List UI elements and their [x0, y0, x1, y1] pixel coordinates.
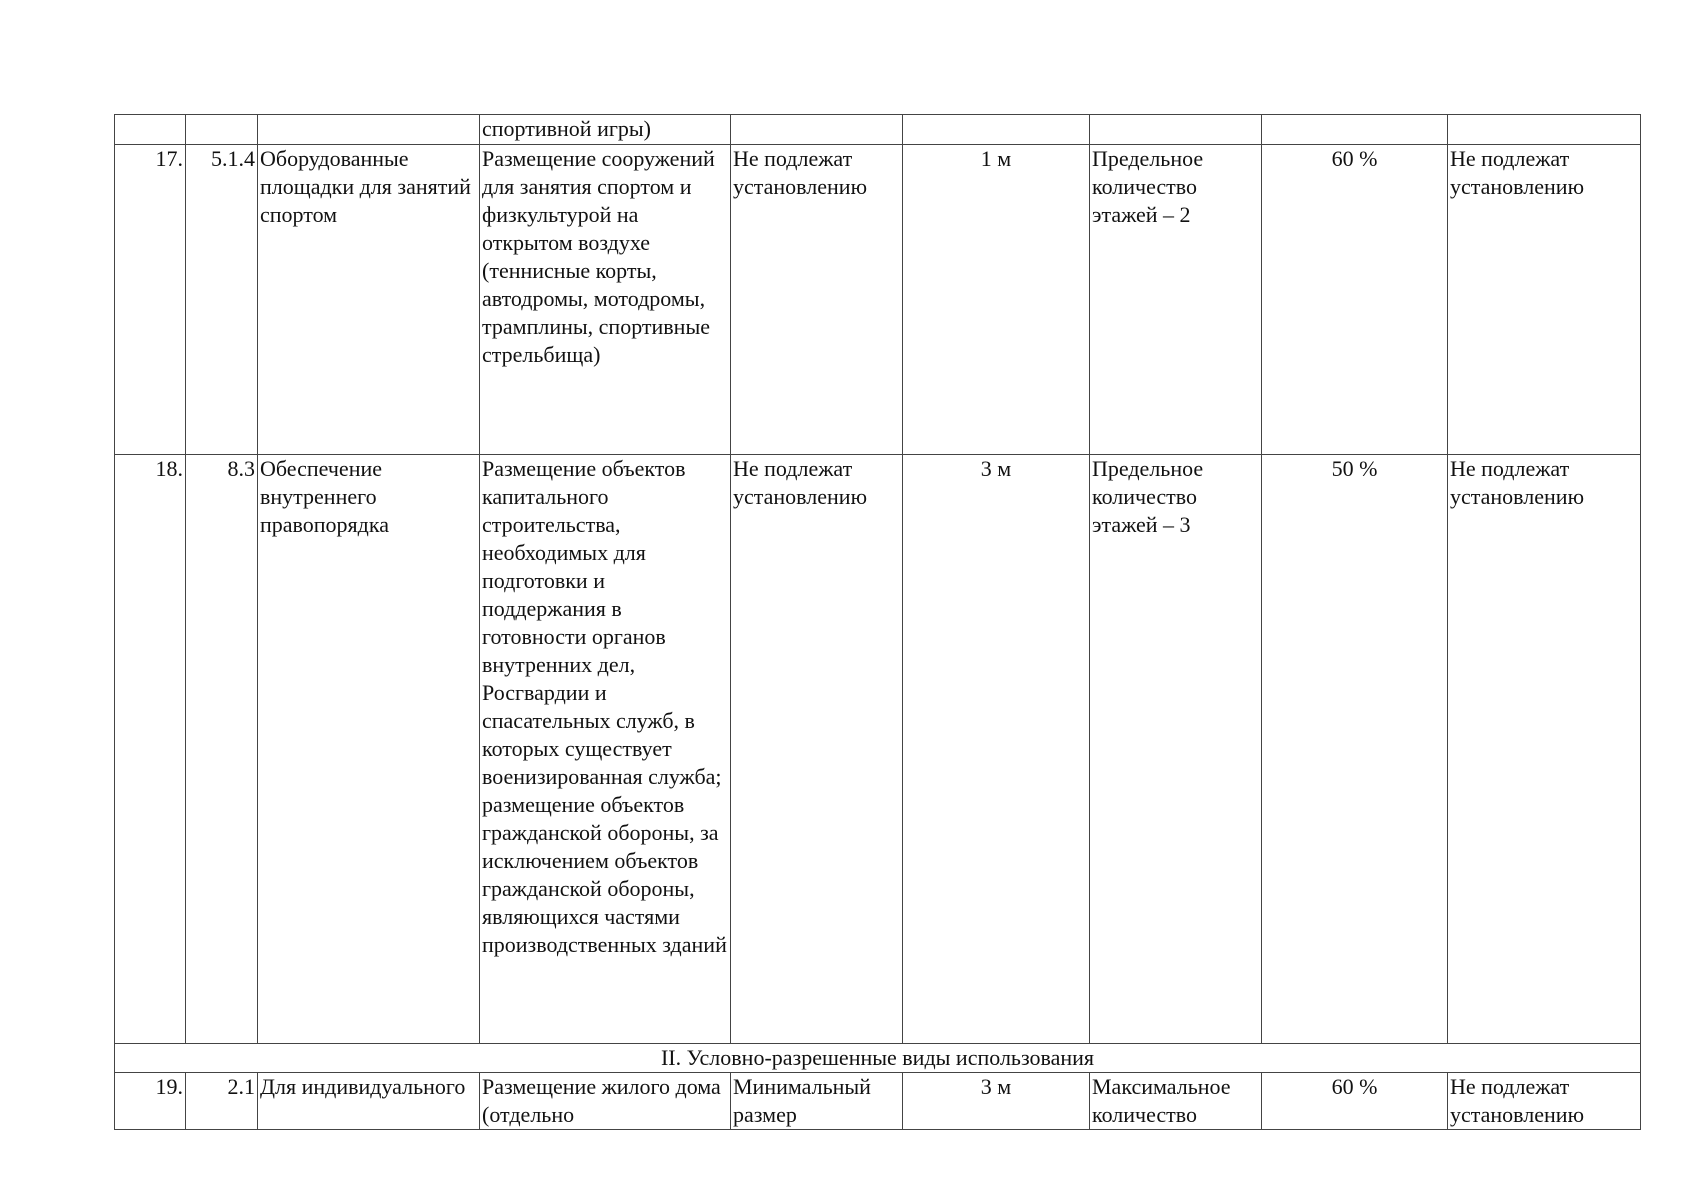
- cell-num: 19.: [115, 1073, 186, 1130]
- table-row: [115, 1073, 1641, 1130]
- section-heading-row: [115, 1044, 1641, 1073]
- cell-height: [1090, 115, 1262, 145]
- cell-plot-size: Не подлежат установлению: [731, 455, 903, 1044]
- cell-coverage: [1262, 115, 1448, 145]
- cell-description: Размещение жилого дома (отдельно: [480, 1073, 731, 1130]
- cell-description: Размещение объектов капитального строительства, необходимых для подготовки и поддержания в готовности органов внутренних дел, Росгвардии и спасательных служб, в которых существует военизированная служба; размещение объектов гражданской обороны, за исключением объектов гражданской обороны, являющихся частями производственных зданий: [480, 455, 731, 1044]
- table-row: [115, 455, 1641, 1044]
- cell-other: Не подлежат установлению: [1448, 455, 1641, 1044]
- cell-other: [1448, 115, 1641, 145]
- cell-setback: 3 м: [903, 455, 1090, 1044]
- cell-code: [186, 115, 258, 145]
- section-heading: II. Условно-разрешенные виды использования: [115, 1044, 1641, 1073]
- cell-name: Обеспечение внутреннего правопорядка: [258, 455, 480, 1044]
- cell-coverage: 60 %: [1262, 1073, 1448, 1130]
- cell-num: [115, 115, 186, 145]
- cell-other: Не подлежат установлению: [1448, 1073, 1641, 1130]
- cell-setback: 3 м: [903, 1073, 1090, 1130]
- cell-num: 18.: [115, 455, 186, 1044]
- cell-name: [258, 115, 480, 145]
- cell-code: 8.3: [186, 455, 258, 1044]
- cell-description: Размещение сооружений для занятия спортом и физкультурой на открытом воздухе (теннисные корты, автодромы, мотодромы, трамплины, спортивные стрельбища): [480, 145, 731, 455]
- cell-setback: 1 м: [903, 145, 1090, 455]
- table-row: [115, 145, 1641, 455]
- cell-setback: [903, 115, 1090, 145]
- cell-name: Оборудованные площадки для занятий спортом: [258, 145, 480, 455]
- cell-height: Предельное количество этажей – 3: [1090, 455, 1262, 1044]
- cell-coverage: 50 %: [1262, 455, 1448, 1044]
- cell-height: Предельное количество этажей – 2: [1090, 145, 1262, 455]
- cell-name: Для индивидуального: [258, 1073, 480, 1130]
- cell-code: 2.1: [186, 1073, 258, 1130]
- cell-other: Не подлежат установлению: [1448, 145, 1641, 455]
- cell-plot-size: Не подлежат установлению: [731, 145, 903, 455]
- table-row-continuation: [115, 115, 1641, 145]
- cell-code: 5.1.4: [186, 145, 258, 455]
- cell-plot-size: Минимальный размер: [731, 1073, 903, 1130]
- cell-plot-size: [731, 115, 903, 145]
- cell-num: 17.: [115, 145, 186, 455]
- cell-coverage: 60 %: [1262, 145, 1448, 455]
- cell-height: Максимальное количество: [1090, 1073, 1262, 1130]
- zoning-regulations-table: [114, 114, 1641, 1130]
- cell-description: спортивной игры): [480, 115, 731, 145]
